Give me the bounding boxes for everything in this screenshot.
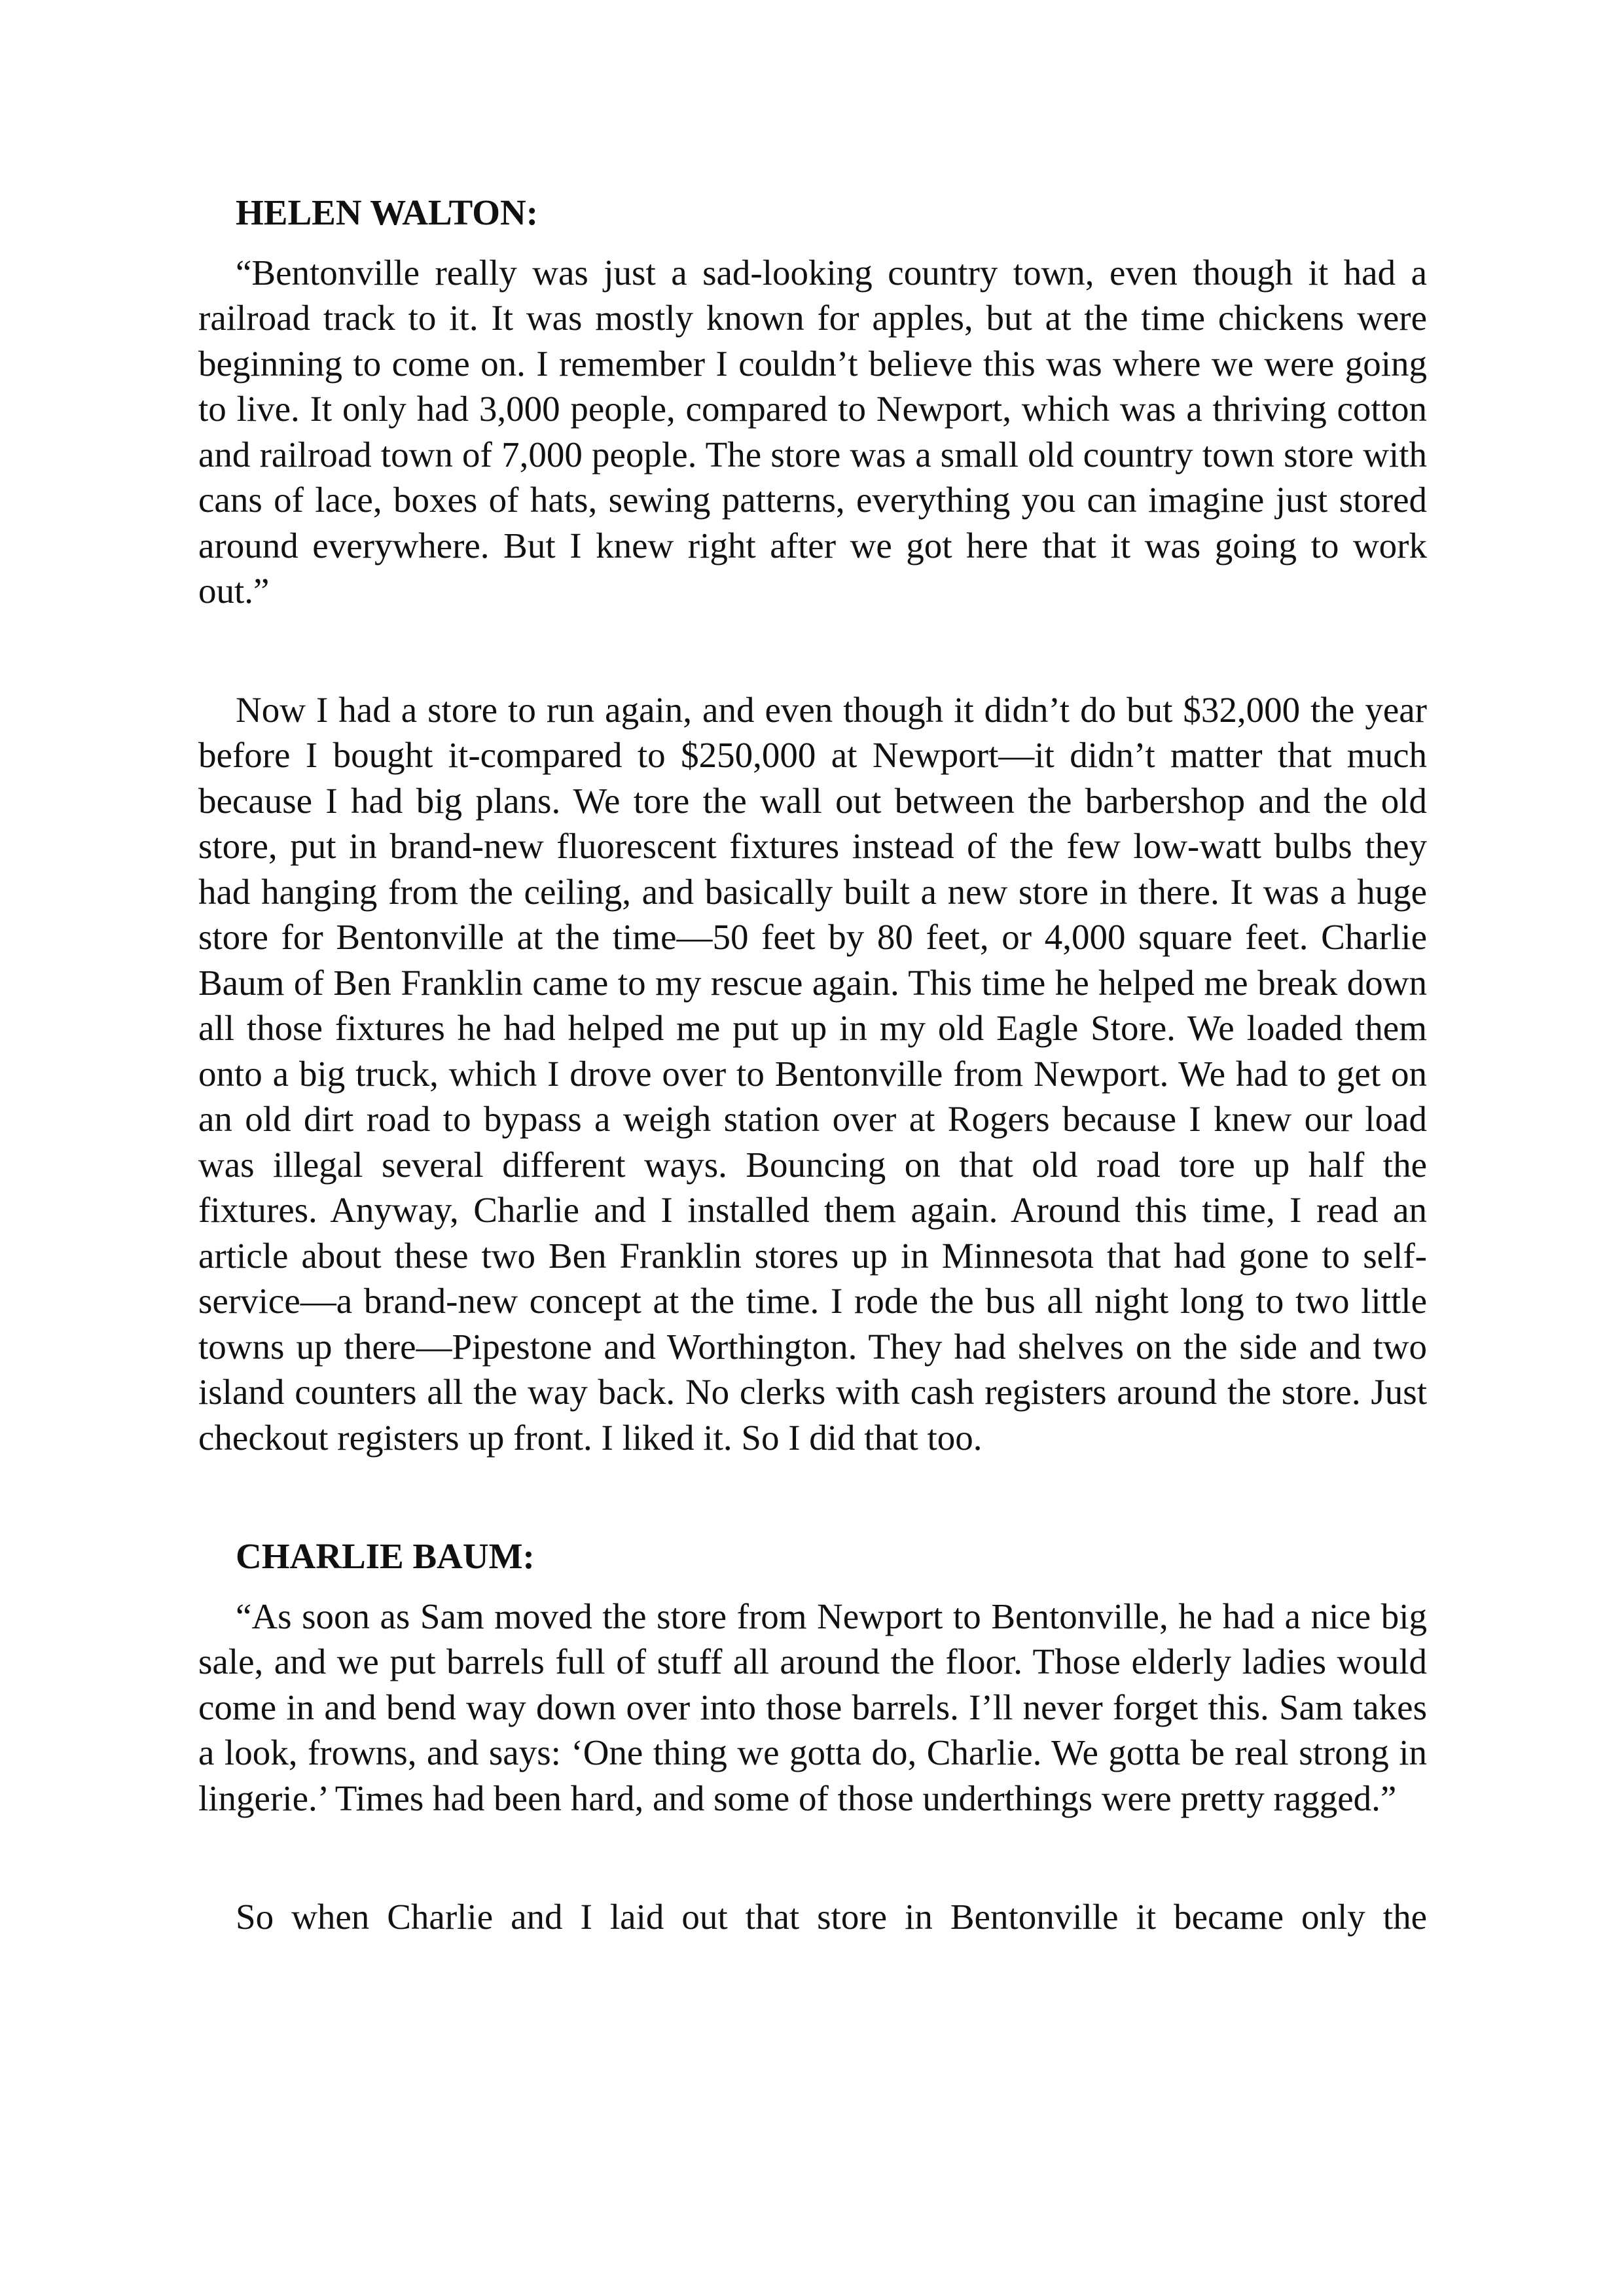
narrative-paragraph-layout: So when Charlie and I laid out that store in Bentonville it became only the: [236, 1897, 1427, 1937]
spacer: [198, 1460, 1427, 1534]
speaker-heading-helen-walton: HELEN WALTON:: [236, 192, 539, 232]
spacer: [198, 1821, 1427, 1894]
document-page: [198, 190, 1427, 1940]
spacer: [198, 1579, 1427, 1594]
narrative-paragraph-store: Now I had a store to run again, and even though it didn’t do but $32,000 the year before I bought it-compared to $250,000 at Newport—it didn’t matter that much because I had big plans. We tore the wall out between the barbershop and the old store, put in brand-new fluorescent fixtures instead of the few low-watt bulbs they had hanging from the ceiling, and basically built a new store in there. It was a huge store for Bentonville at the time—50 feet by 80 feet, or 4,000 square feet. Charlie Baum of Ben Franklin came to my rescue again. This time he helped me break down all those fixtures he had helped me put up in my old Eagle Store. We loaded them onto a big truck, which I drove over to Bentonville from Newport. We had to get on an old dirt road to bypass a weigh station over at Rogers because I knew our load was illegal several different ways. Bouncing on that old road tore up half the fixtures. Anyway, Charlie and I installed them again. Around this time, I read an article about these two Ben Franklin stores up in Minnesota that had gone to self-service—a brand-new concept at the time. I rode the bus all night long to two little towns up there—Pipestone and Worthington. They had shelves on the side and two island counters all the way back. No clerks with cash registers around the store. Just checkout registers up front. I liked it. So I did that too.: [198, 689, 1427, 1458]
spacer: [198, 236, 1427, 250]
quote-helen-walton: “Bentonville really was just a sad-looking country town, even though it had a railroad track to it. It was mostly known for apples, but at the time chickens were beginning to come on. I remember I couldn’t believe this was where we were going to live. It only had 3,000 people, compared to Newport, which was a thriving cotton and railroad town of 7,000 people. The store was a small old country town store with cans of lace, boxes of hats, sewing patterns, everything you can imagine just stored around everywhere. But I knew right after we got here that it was going to work out.”: [198, 252, 1427, 611]
speaker-heading-charlie-baum: CHARLIE BAUM:: [236, 1536, 535, 1576]
quote-charlie-baum: “As soon as Sam moved the store from Newport to Bentonville, he had a nice big sale, and we put barrels full of stuff all around the floor. Those elderly ladies would come in and bend way down over into those barrels. I’ll never forget this. Sam takes a look, frowns, and says: ‘One thing we gotta do, Charlie. We gotta be real strong in lingerie.’ Times had been hard, and some of those underthings were pretty ragged.”: [198, 1596, 1427, 1818]
spacer: [198, 614, 1427, 687]
